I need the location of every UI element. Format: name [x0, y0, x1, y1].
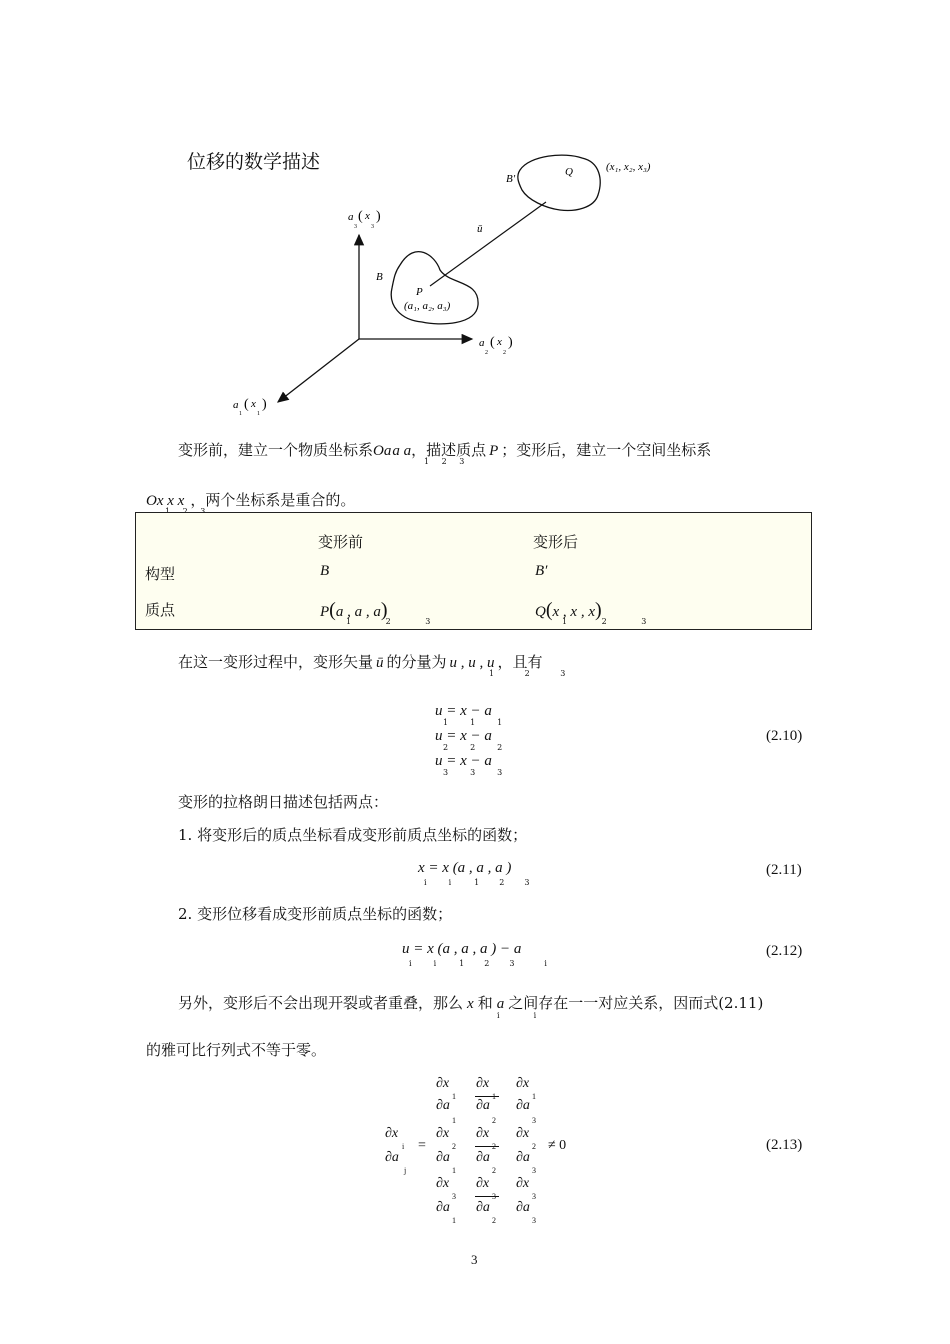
displacement-vector-line [430, 202, 546, 286]
label-x1: x [251, 398, 256, 410]
eq-2-13-m33-num: ∂x [516, 1176, 530, 1191]
eq-2-13-m32-num: ∂x [476, 1176, 490, 1191]
label-Q: Q [565, 166, 573, 178]
svg-text:1: 1 [239, 411, 242, 417]
eq-2-13-m23-num: ∂x [516, 1126, 530, 1141]
paragraph-2-subs: 1 2 3 [489, 669, 580, 678]
svg-text:(: ( [490, 335, 495, 350]
table-row1-before: B [320, 563, 330, 579]
eq-2-13-m22-num: ∂x [476, 1126, 490, 1141]
eq-2-12-subs: i i 1 2 3 i [409, 959, 547, 968]
eq-2-13-m11-den: ∂a [436, 1098, 450, 1113]
eq-2-10-subs-1: 111 [443, 718, 525, 727]
eq-2-10-line-2: u = x − a [435, 728, 492, 744]
paragraph-1-subs-a: 1 2 3 [424, 457, 470, 466]
paragraph-1-line-1: 变形前，建立一个物质坐标系Oaa a，描述质点 P ；变形后，建立一个空间坐标系 [178, 441, 712, 459]
eq-2-10-subs-2: 222 [443, 743, 525, 752]
svg-text:2: 2 [485, 350, 488, 356]
table-header-after: 变形后 [533, 533, 579, 551]
table-row2-before-subs: 1 2 3 [346, 617, 447, 626]
paragraph-2: 在这一变形过程中，变形矢量 ū 的分量为 u , u , u ，且有 [178, 653, 543, 671]
label-P-coords: (a₁, a₂, a₃) [404, 300, 451, 312]
svg-text:3: 3 [371, 224, 374, 230]
table-row2-before: P(a , a , a) [320, 599, 388, 621]
eq-2-13-m21-num: ∂x [436, 1126, 450, 1141]
eq-2-13-neq: ≠ 0 [548, 1138, 567, 1153]
eq-2-13-m13-den: ∂a [516, 1098, 530, 1113]
eq-2-13-m23-den: ∂a [516, 1150, 530, 1165]
label-a3: a [348, 211, 354, 223]
eq-2-13-m13-num: ∂x [516, 1076, 530, 1091]
table-row2-label: 质点 [145, 601, 176, 619]
label-Q-coords: (x₁, x₂, x₃) [606, 161, 651, 173]
label-P: P [416, 286, 423, 298]
eq-2-13: ∂x ∂a i j = ∂x ∂a ∂x ∂a ∂x ∂a 1 1 1 2 1 3 ∂x ∂a ∂x ∂a ∂x ∂a 2 1 2 2 2 3 ∂x ∂a ∂x ∂a ∂x ∂a 3 1 3 2 3 3 ≠ 0 [385, 1076, 567, 1225]
svg-text:): ) [508, 335, 513, 350]
table-row2-after-subs: 1 2 3 [562, 617, 663, 626]
displacement-figure [200, 140, 680, 420]
region-Bprime [518, 155, 600, 210]
paragraph-4-line-1: 另外，变形后不会出现开裂或者重叠，那么 x 和 a 之间存在一一对应关系，因而式(2.11) [178, 994, 764, 1012]
eq-2-11-subs: i i 1 2 3 [424, 878, 530, 887]
eq-2-13-number: (2.13) [766, 1137, 803, 1153]
eq-2-10-line-3: u = x − a [435, 753, 492, 769]
paragraph-4-subs: i i [497, 1011, 537, 1020]
eq-2-13-m31-num: ∂x [436, 1176, 450, 1191]
svg-text:1: 1 [257, 411, 260, 417]
eq-2-12-body: u = x (a , a , a ) − a [402, 941, 522, 957]
eq-2-13-m32-den: ∂a [476, 1200, 490, 1215]
eq-2-13-m33-den: ∂a [516, 1200, 530, 1215]
table-header-before: 变形前 [318, 533, 364, 551]
svg-text:2: 2 [503, 350, 506, 356]
paragraph-4-line-2: 的雅可比行列式不等于零。 [146, 1041, 327, 1059]
eq-2-13-m22-den: ∂a [476, 1150, 490, 1165]
comparison-table [135, 512, 812, 630]
section-title: 位移的数学描述 [187, 151, 321, 173]
label-Bprime: B′ [506, 173, 516, 185]
label-u: ū [477, 223, 483, 235]
svg-text:(: ( [358, 209, 363, 224]
svg-text:): ) [376, 209, 381, 224]
page-number: 3 [471, 1252, 478, 1267]
label-B: B [376, 271, 383, 283]
paragraph-3: 变形的拉格朗日描述包括两点： [178, 793, 389, 811]
axis-a1-line [278, 339, 359, 402]
eq-2-12-number: (2.12) [766, 943, 803, 959]
eq-2-11-body: x = x (a , a , a ) [418, 860, 512, 876]
eq-2-13-m31-den: ∂a [436, 1200, 450, 1215]
svg-text:3: 3 [354, 224, 357, 230]
eq-2-13-m12-num: ∂x [476, 1076, 490, 1091]
eq-2-13-lhs-num: ∂x [385, 1126, 399, 1141]
table-row1-label: 构型 [145, 565, 176, 583]
label-x3: x [365, 210, 370, 222]
eq-2-13-m11-num: ∂x [436, 1076, 450, 1091]
label-x2: x [497, 336, 502, 348]
region-B [391, 252, 478, 324]
label-a2: a [479, 337, 485, 349]
svg-text:): ) [262, 397, 267, 412]
eq-2-11-number: (2.11) [766, 862, 802, 878]
eq-2-13-equals: = [418, 1138, 426, 1153]
eq-2-13-lhs-den: ∂a [385, 1150, 399, 1165]
eq-2-13-m12-den: ∂a [476, 1098, 490, 1113]
list-item-2: 2. 变形位移看成变形前质点坐标的函数； [178, 905, 453, 923]
svg-text:(: ( [244, 397, 249, 412]
table-row2-after: Q(x , x , x) [535, 599, 602, 621]
eq-2-13-m21-den: ∂a [436, 1150, 450, 1165]
eq-2-10-subs-3: 333 [443, 768, 525, 777]
list-item-1: 1. 将变形后的质点坐标看成变形前质点坐标的函数； [178, 826, 528, 844]
table-row1-after: B′ [535, 563, 548, 579]
eq-2-10-number: (2.10) [766, 728, 803, 744]
eq-2-10-line-1: u = x − a [435, 703, 492, 719]
label-a1: a [233, 399, 239, 411]
paragraph-1-line-2: Ox x x ，两个坐标系是重合的。 [146, 491, 356, 509]
